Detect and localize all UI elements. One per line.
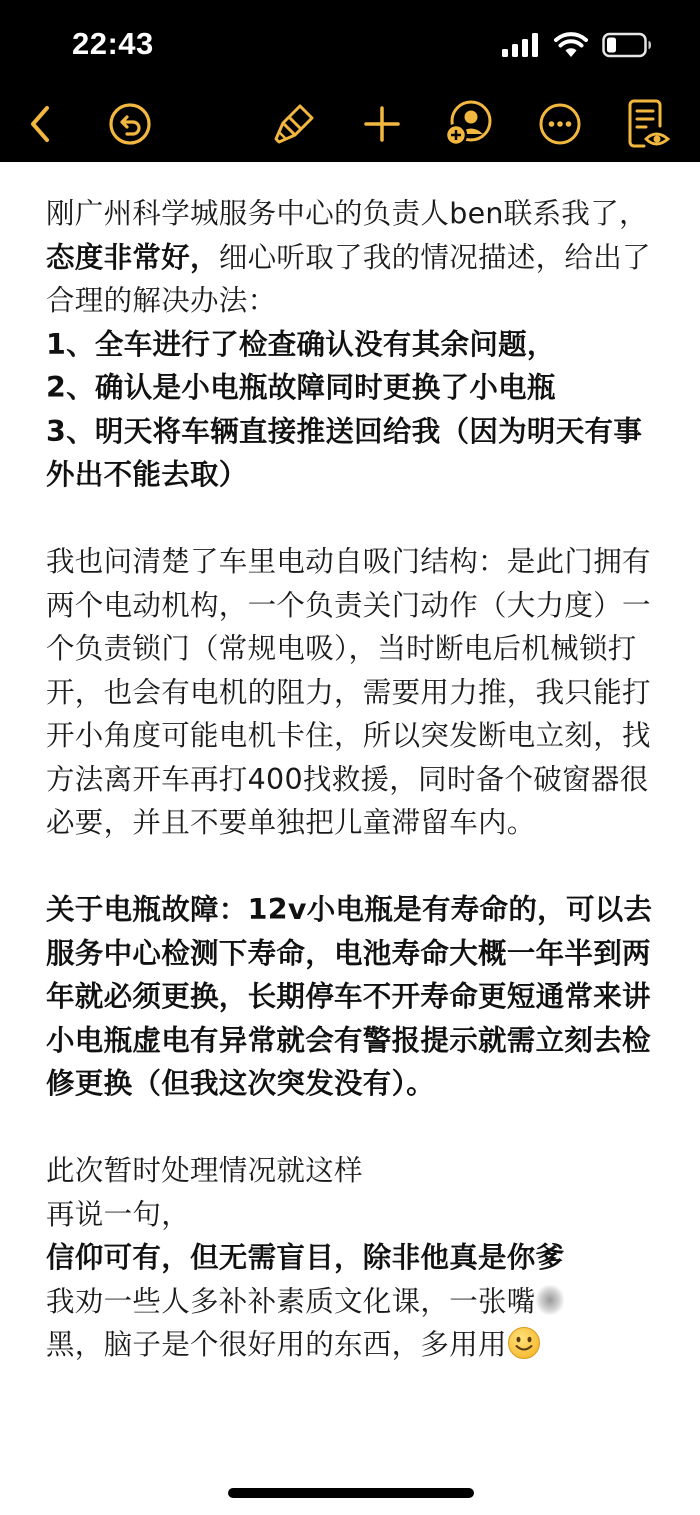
intro-bold-text: 态度非常好， (46, 240, 219, 274)
intro-text: 刚广州科学城服务中心的负责人ben联系我了， (46, 197, 648, 230)
status-time: 22:43 (72, 26, 154, 61)
closing-line-2: 再说一句， (46, 1197, 191, 1231)
back-icon (25, 104, 55, 144)
markup-button[interactable] (268, 98, 320, 150)
add-icon (362, 104, 402, 144)
blurred-emoji-icon (536, 1285, 564, 1315)
status-icons (502, 32, 652, 62)
closing-line-4 (46, 1280, 661, 1324)
undo-icon (108, 102, 152, 146)
list-item-3: 3、明天将车辆直接推送回给我（因为明天有事外出不能去取） (46, 414, 643, 491)
back-button[interactable] (14, 98, 66, 150)
paragraph-gap (46, 845, 661, 889)
battery-icon (602, 32, 652, 62)
top-bar (0, 0, 700, 162)
closing-line-4-text: 我劝一些人多补补素质文化课，一张嘴 (46, 1284, 536, 1318)
intro-text-continued: 细心听取了我的情况描述，给出了合理的解决办法： (46, 240, 651, 317)
cellular-signal-icon (502, 33, 540, 61)
list-item-2: 2、确认是小电瓶故障同时更换了小电瓶 (46, 371, 556, 404)
closing-line-5 (46, 1323, 661, 1367)
closing-line-5-text: 黑，脑子是个很好用的东西，多用用 (46, 1328, 507, 1361)
note-view-icon (626, 98, 670, 150)
paragraph-gap (46, 497, 661, 541)
add-button[interactable] (356, 98, 408, 150)
home-indicator[interactable] (228, 1488, 474, 1498)
list-item-1: 1、全车进行了检查确认没有其余问题， (46, 327, 556, 361)
share-person-icon (443, 99, 493, 149)
paragraph-battery-fault: 关于电瓶故障：12v小电瓶是有寿命的，可以去服务中心检测下寿命，电池寿命大概一年半到两年就必须更换，长期停车不开寿命更短通常来讲小电瓶虚电有异常就会有警报提示就需立刻去检修更换（但我这次突发没有）。 (46, 893, 653, 1100)
markup-brush-icon (271, 101, 317, 147)
closing-line-1: 此次暂时处理情况就这样 (46, 1154, 363, 1187)
view-button[interactable] (622, 98, 674, 150)
closing-line-3: 信仰可有，但无需盲目，除非他真是你爹 (46, 1241, 565, 1274)
more-button[interactable] (534, 98, 586, 150)
paragraph-gap (46, 1106, 661, 1150)
note-body[interactable] (46, 192, 661, 1367)
paragraph-intro (46, 192, 661, 323)
smile-emoji-icon (507, 1326, 541, 1360)
share-button[interactable] (442, 98, 494, 150)
wifi-icon (554, 32, 588, 62)
undo-button[interactable] (104, 98, 156, 150)
paragraph-door-structure: 我也问清楚了车里电动自吸门结构：是此门拥有两个电动机构，一个负责关门动作（大力度）一个负责锁门（常规电吸），当时断电后机械锁打开，也会有电机的阻力，需要用力推，我只能打开小角度可能电机卡住，所以突发断电立刻，找方法离开车再打400找救援，同时备个破窗器很必要，并且不要单独把儿童滞留车内。 (46, 545, 651, 839)
more-icon (538, 102, 582, 146)
